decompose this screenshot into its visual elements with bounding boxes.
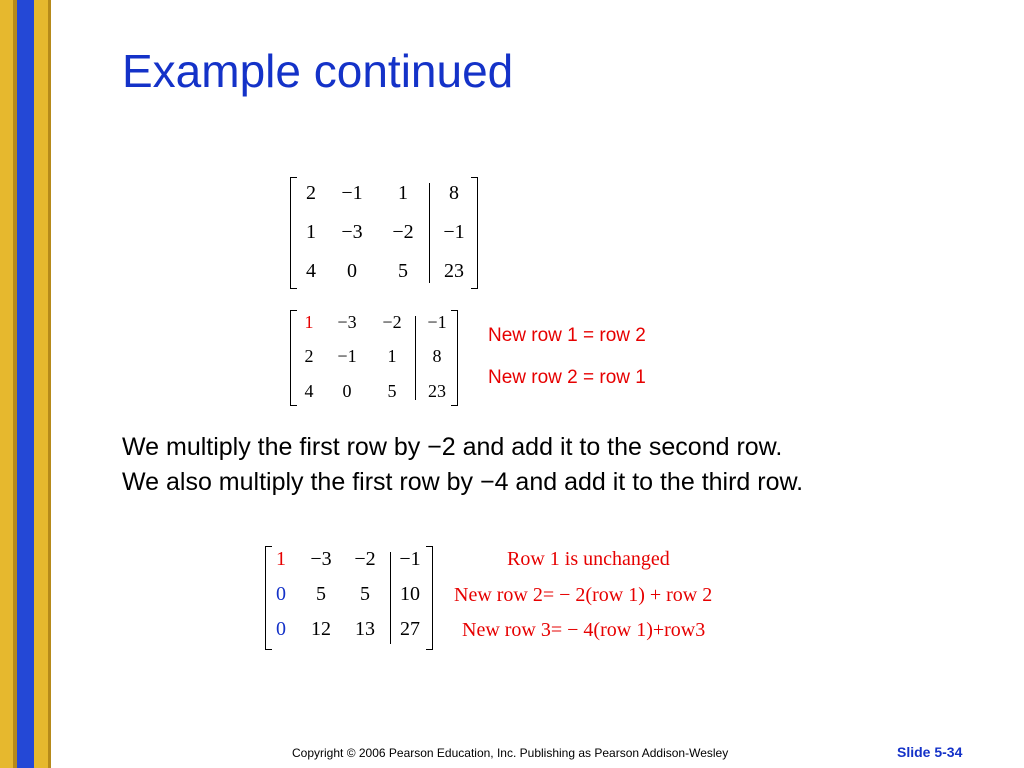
matrix-cell: 0 xyxy=(347,260,357,282)
augmentation-bar xyxy=(415,316,416,400)
right-bracket xyxy=(426,546,433,650)
matrix-cell: −1 xyxy=(341,182,363,204)
left-bracket xyxy=(265,546,272,650)
matrix-cell: −1 xyxy=(443,221,465,243)
matrix-cell: 1 xyxy=(387,346,397,366)
matrix-cell: 12 xyxy=(311,618,331,640)
matrix-cell: 8 xyxy=(449,182,459,204)
matrix-cell: −3 xyxy=(341,221,363,243)
augmented-matrix-original xyxy=(290,177,478,289)
row-operation-note: New row 2= − 2(row 1) + row 2 xyxy=(454,584,713,606)
row-operation-note: Row 1 is unchanged xyxy=(507,548,670,570)
matrix-cell-highlight: 1 xyxy=(276,548,286,570)
decorative-stripe-dark-gold-2 xyxy=(48,0,51,768)
matrix-cell: 0 xyxy=(342,381,352,401)
explanation-line: We also multiply the first row by −4 and add it to the third row. xyxy=(122,468,804,496)
augmentation-bar xyxy=(429,183,430,283)
matrix-cell: −2 xyxy=(382,312,402,332)
matrix-cell-highlight: 1 xyxy=(304,312,314,332)
matrix-cell: 2 xyxy=(304,346,314,366)
matrix-cell: 1 xyxy=(398,182,408,204)
augmentation-bar xyxy=(390,552,391,644)
left-bracket xyxy=(290,177,297,289)
matrix-cell: −3 xyxy=(310,548,332,570)
right-bracket xyxy=(451,310,458,406)
slide-title: Example continued xyxy=(122,45,514,97)
explanation-line: We multiply the first row by −2 and add it to the second row. xyxy=(122,433,783,461)
decorative-stripe-gold-2 xyxy=(34,0,48,768)
matrix-cell: −1 xyxy=(427,312,447,332)
row-operation-note: New row 2 = row 1 xyxy=(488,367,646,388)
decorative-stripe-gold xyxy=(0,0,13,768)
matrix-cell: 27 xyxy=(400,618,420,640)
matrix-cell: 1 xyxy=(306,221,316,243)
slide-number: Slide 5-34 xyxy=(897,744,963,760)
matrix-cell: −1 xyxy=(337,346,357,366)
row-operation-note: New row 1 = row 2 xyxy=(488,325,646,346)
left-bracket xyxy=(290,310,297,406)
matrix-cell: −2 xyxy=(354,548,376,570)
row-operation-note: New row 3= − 4(row 1)+row3 xyxy=(462,619,706,641)
matrix-cell-highlight: 0 xyxy=(276,583,286,605)
matrix-cell: 4 xyxy=(304,381,314,401)
augmented-matrix-eliminated xyxy=(265,546,433,650)
augmented-matrix-swapped xyxy=(290,310,458,406)
matrix-cell: 5 xyxy=(387,381,397,401)
matrix-cell: 10 xyxy=(400,583,420,605)
matrix-cell: 2 xyxy=(306,182,316,204)
matrix-cell: 13 xyxy=(355,618,375,640)
right-bracket xyxy=(471,177,478,289)
matrix-cell: 5 xyxy=(316,583,326,605)
matrix-cell: 4 xyxy=(306,260,316,282)
matrix-cell: 5 xyxy=(360,583,370,605)
matrix-cell: −3 xyxy=(337,312,357,332)
matrix-cell: −1 xyxy=(399,548,421,570)
matrix-cell: 5 xyxy=(398,260,408,282)
matrix-cell: −2 xyxy=(392,221,414,243)
matrix-cell: 23 xyxy=(444,260,464,282)
matrix-cell: 23 xyxy=(428,381,446,401)
matrix-cell: 8 xyxy=(432,346,442,366)
copyright-footer: Copyright © 2006 Pearson Education, Inc. Publishing as Pearson Addison-Wesley xyxy=(292,746,729,760)
matrix-cell-highlight: 0 xyxy=(276,618,286,640)
decorative-stripe-blue xyxy=(17,0,34,768)
